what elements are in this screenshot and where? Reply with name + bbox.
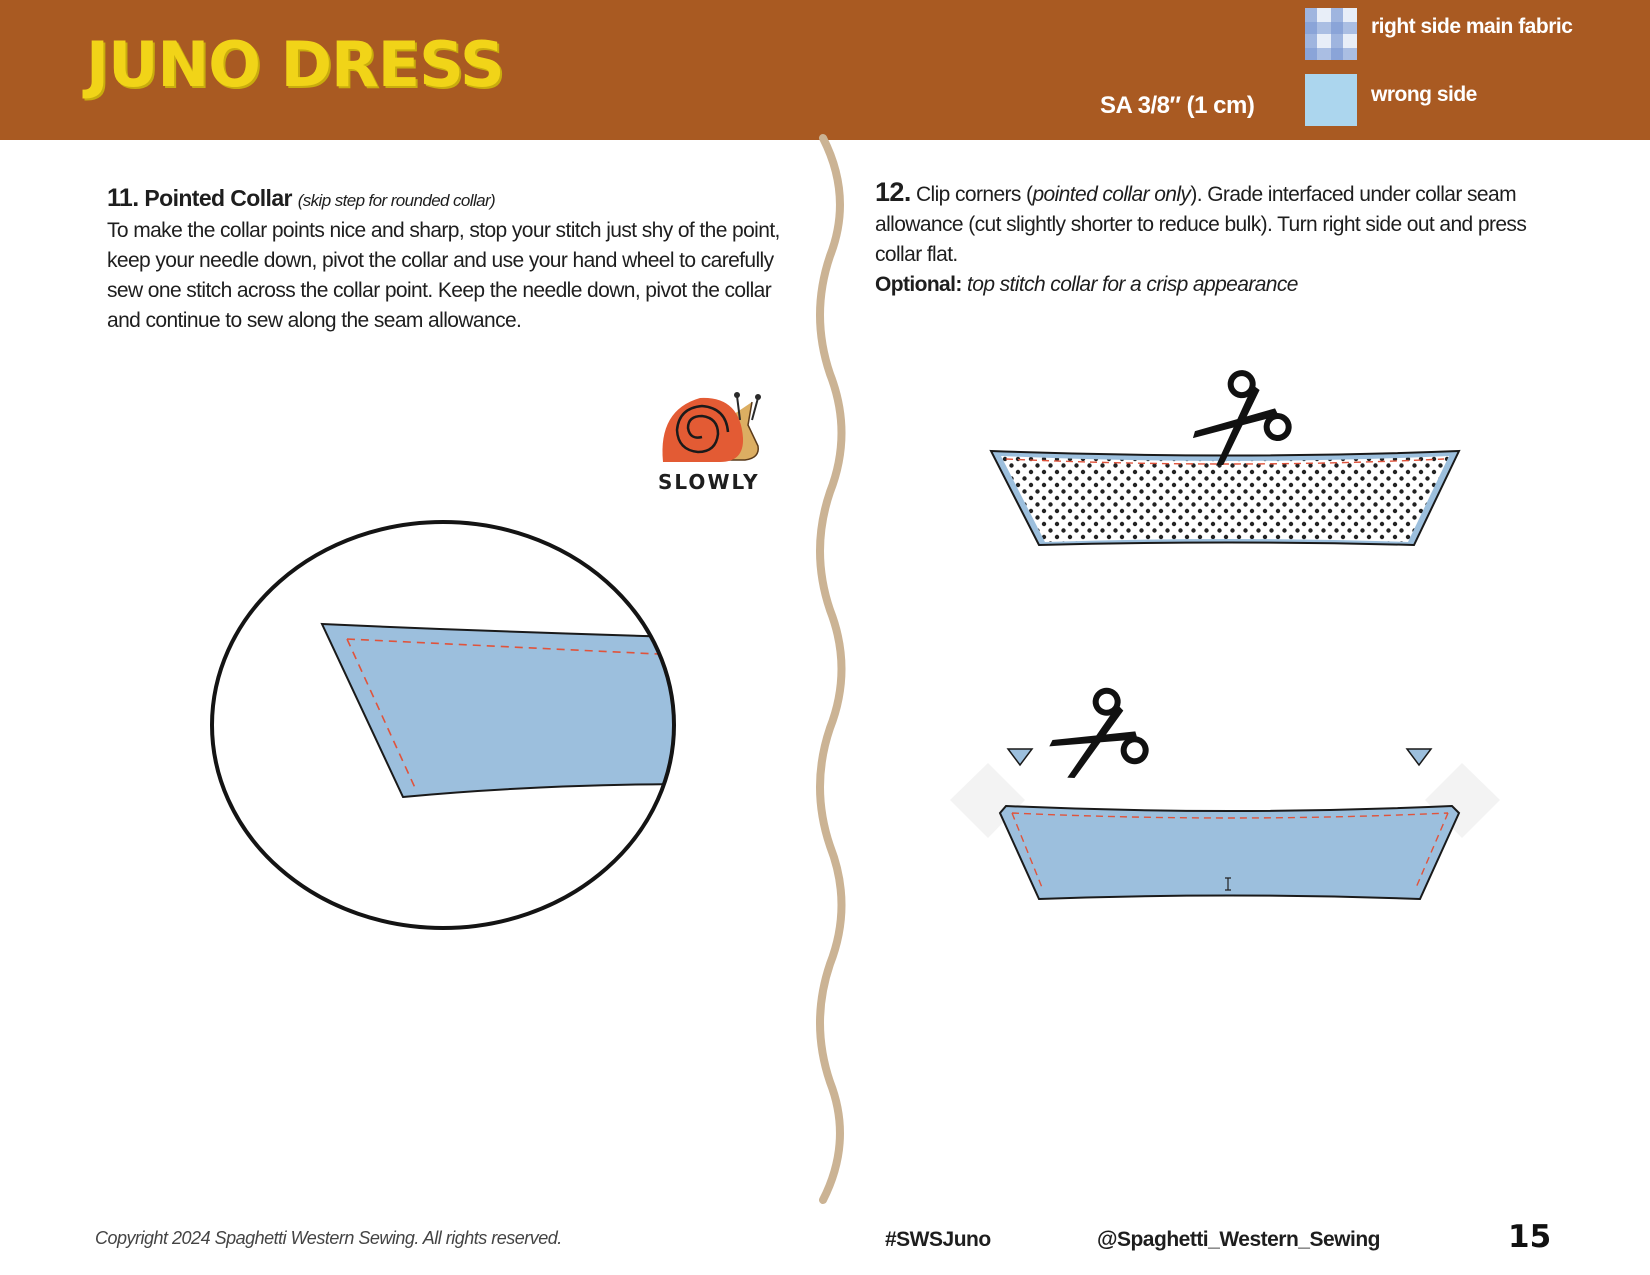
step-12-block [875,177,1565,300]
step-12-instructions [875,177,1565,270]
step-12-number: 12. [875,177,911,207]
step-12-text-2: ). Grade interfaced under collar seam allowance (cut slightly shorter to reduce bulk). Turn right side out and press collar flat. [875,183,1527,266]
step-12-optional [875,270,1565,300]
step-11-heading [107,183,787,216]
wavy-divider [820,138,842,1200]
legend-right-side-label: right side main fabric [1371,15,1573,38]
snail-icon [662,392,761,462]
legend-wrong-side-label: wrong side [1371,83,1477,106]
seam-allowance-label: SA 3/8″ (1 cm) [1100,92,1255,119]
step-11-title: Pointed Collar [144,185,292,211]
step-11-body: To make the collar points nice and sharp, stop your stitch just shy of the point, keep your needle down, pivot the collar and use your hand wheel to carefully sew one stitch across the collar point. Keep the needle down, pivot the collar and continue to sew along the seam allowance. [107,219,780,332]
pattern-title: JUNO DRESS [86,28,504,101]
clipped-triangle-right [1407,749,1431,765]
step-11-block [107,183,787,336]
social-handle: @Spaghetti_Western_Sewing [1097,1228,1380,1251]
slowly-badge-label: SLOWLY [658,470,760,494]
step-12-text-1: Clip corners ( [915,183,1033,206]
step-11-number: 11. [107,184,139,212]
collar-wrong-side-piece [322,624,680,797]
copyright-notice: Copyright 2024 Spaghetti Western Sewing. All rights reserved. [95,1228,562,1248]
step-11-note: (skip step for rounded collar) [297,191,496,210]
optional-label: Optional: [875,273,962,296]
step-12-text-emphasis: pointed collar only [1032,183,1191,206]
hashtag: #SWSJuno [885,1228,991,1251]
collar-outline-bottom [1000,806,1459,899]
collar-interfaced-diagram [991,451,1459,545]
interfacing-dots [1001,456,1449,542]
collar-clipped-diagram [950,749,1500,899]
page-number: 15 [1508,1219,1552,1255]
scissors-icon [1039,687,1150,796]
clipped-triangle-left [1008,749,1032,765]
collar-point-detail [212,522,680,928]
optional-text: top stitch collar for a crisp appearance [967,273,1298,296]
